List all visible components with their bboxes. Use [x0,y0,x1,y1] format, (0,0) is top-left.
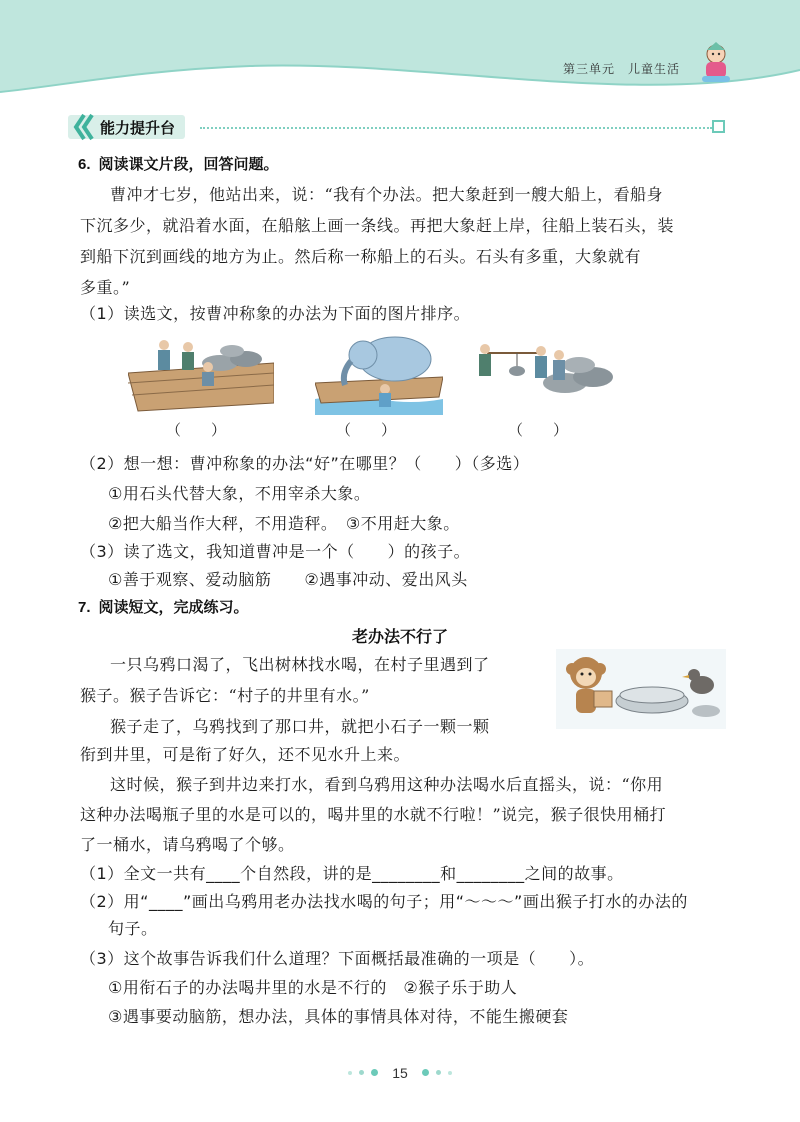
q6-passage-line-4: 多重。” [80,278,131,297]
q7-sub3: （3）这个故事告诉我们什么道理？下面概括最准确的一项是（ ）。 [80,949,595,968]
picture-1-answer-blank[interactable]: （ ） [166,421,227,439]
section-banner [68,113,185,141]
section-label: 能力提升台 [100,118,176,137]
footer-dot [371,1069,378,1076]
elephant-boat-picture [315,333,443,415]
picture-3-answer-blank[interactable]: （ ） [508,421,569,439]
q7-sub3-option-3: ③遇事要动脑筋，想办法，具体的事情具体对待，不能生搬硬套 [108,1007,569,1026]
story-title: 老办法不行了 [351,627,448,646]
q7-sub2: （2）用“____”画出乌鸦用老办法找水喝的句子；用“～～～”画出猴子打水的办法的 [80,892,688,911]
section-tab [68,115,185,139]
chevron-icon [72,113,96,141]
story-line-6: 这种办法喝瓶子里的水是可以的，喝井里的水就不行啦！”说完，猴子很快用桶打 [80,805,667,824]
mascot-illustration [694,40,738,86]
story-line-3: 猴子走了，乌鸦找到了那口井，就把小石子一颗一颗 [110,717,490,736]
q6-passage-line-1: 曹冲才七岁，他站出来，说：“我有个办法。把大象赶到一艘大船上，看船身 [110,185,664,204]
q6-sub3: （3）读了选文，我知道曹冲是一个（ ）的孩子。 [80,542,471,561]
story-line-1: 一只乌鸦口渴了，飞出树林找水喝，在村子里遇到了 [110,655,490,674]
boat-stones-picture [128,333,274,415]
header-band [0,0,800,112]
q7-sub3-option-1-2: ①用衔石子的办法喝井里的水是不行的 ②猴子乐于助人 [108,978,518,997]
q7-number: 7. [78,599,91,616]
story-line-7: 了一桶水，请乌鸦喝了个够。 [80,835,295,854]
q7-heading [78,596,249,617]
q6-heading [78,153,279,174]
footer-dot [436,1070,441,1075]
footer-dot [448,1071,452,1075]
story-line-2: 猴子。猴子告诉它：“村子的井里有水。” [80,686,370,705]
page-number: 15 [392,1064,408,1081]
q7-title: 阅读短文，完成练习。 [98,598,249,616]
page-footer [0,1062,800,1081]
footer-dot [359,1070,364,1075]
q6-number: 6. [78,156,91,173]
q7-sub2-continued: 句子。 [108,919,158,938]
footer-dot [348,1071,352,1075]
weighing-stones-picture [465,333,617,415]
q7-sub1: （1）全文一共有____个自然段，讲的是________和________之间的故事。 [80,864,624,883]
q6-sub2: （2）想一想：曹冲称象的办法“好”在哪里？（ ）（多选） [80,454,530,473]
section-end-square [712,120,725,133]
footer-dot [422,1069,429,1076]
q6-sub3-options: ①善于观察、爱动脑筋 ②遇事冲动、爱出风头 [108,570,468,589]
story-line-5: 这时候，猴子到井边来打水，看到乌鸦用这种办法喝水后直摇头，说：“你用 [110,775,664,794]
story-line-4: 衔到井里，可是衔了好久，还不见水升上来。 [80,745,411,764]
section-divider [200,127,712,129]
q6-sub1: （1）读选文，按曹冲称象的办法为下面的图片排序。 [80,304,471,323]
q6-passage-line-3: 到船下沉到画线的地方为止。然后称一称船上的石头。石头有多重，大象就有 [80,247,642,266]
unit-title: 第三单元 儿童生活 [563,62,681,76]
picture-2-answer-blank[interactable]: （ ） [336,421,397,439]
monkey-crow-well-picture [556,649,726,729]
q6-sub2-option-1: ①用石头代替大象，不用宰杀大象。 [108,484,371,503]
q6-passage-line-2: 下沉多少，就沿着水面，在船舷上画一条线。再把大象赶上岸，往船上装石头，装 [80,216,675,235]
q6-sub2-option-2: ②把大船当作大秤，不用造秤。 ③不用赶大象。 [108,514,460,533]
q6-title: 阅读课文片段，回答问题。 [98,155,279,173]
